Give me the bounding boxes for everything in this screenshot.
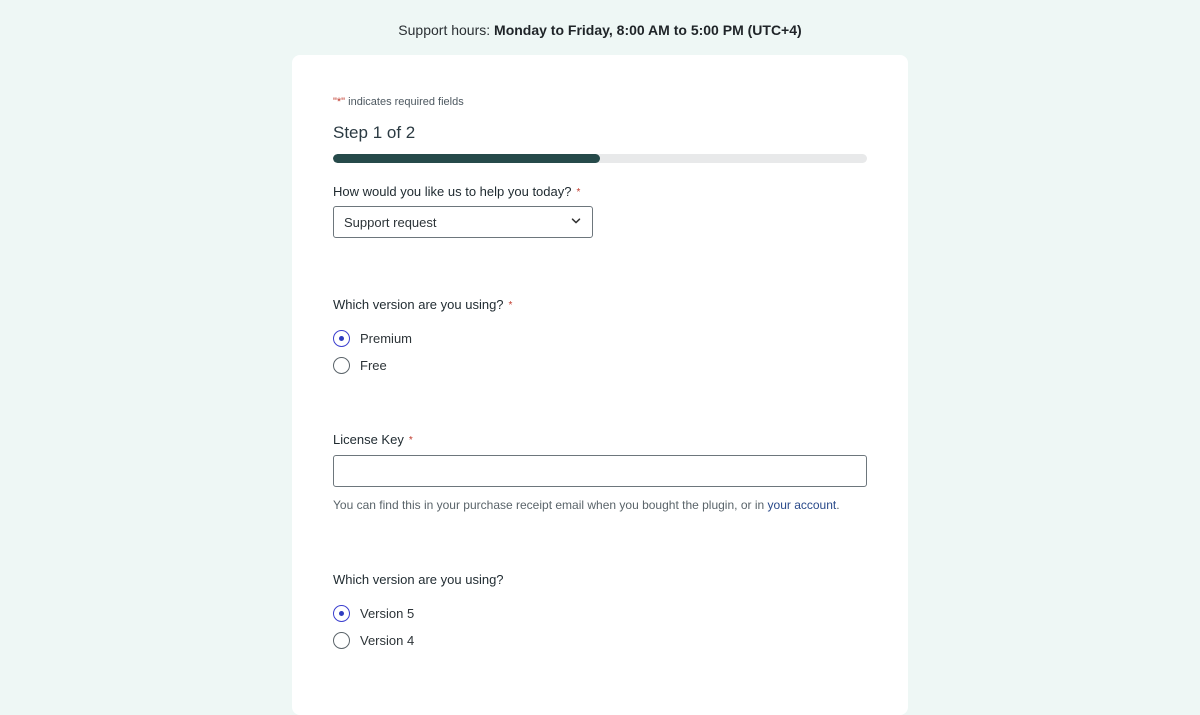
required-fields-note bbox=[333, 96, 464, 108]
progress-bar-fill bbox=[333, 154, 600, 163]
support-hours bbox=[0, 22, 1200, 38]
radio-label: Premium bbox=[360, 330, 413, 346]
radio-label: Version 4 bbox=[360, 632, 415, 648]
radio-button-selected[interactable] bbox=[333, 605, 350, 622]
help-question-label bbox=[333, 184, 580, 199]
license-key-text: License Key bbox=[333, 432, 404, 447]
license-key-help-suffix: . bbox=[836, 498, 840, 512]
radio-label: Free bbox=[360, 357, 387, 373]
required-fields-text: indicates required fields bbox=[348, 96, 464, 108]
license-key-label bbox=[333, 432, 413, 447]
radio-button[interactable] bbox=[333, 357, 350, 374]
help-question-text: How would you like us to help you today? bbox=[333, 184, 572, 199]
radio-option-version-4[interactable] bbox=[333, 631, 414, 649]
your-account-link[interactable]: your account bbox=[767, 498, 837, 512]
support-hours-prefix: Support hours: bbox=[398, 22, 491, 38]
license-key-input[interactable] bbox=[333, 455, 867, 487]
progress-bar bbox=[333, 154, 867, 163]
version-question-text: Which version are you using? bbox=[333, 297, 504, 312]
required-star: * bbox=[508, 300, 513, 311]
major-version-question-text: Which version are you using? bbox=[333, 572, 504, 587]
required-star: * bbox=[408, 435, 413, 446]
radio-option-free[interactable] bbox=[333, 356, 387, 374]
step-indicator: Step 1 of 2 bbox=[333, 123, 416, 142]
radio-button-selected[interactable] bbox=[333, 330, 350, 347]
chevron-down-icon bbox=[570, 215, 582, 227]
support-hours-value: Monday to Friday, 8:00 AM to 5:00 PM (UTC+4) bbox=[494, 22, 802, 38]
radio-label: Version 5 bbox=[360, 605, 415, 621]
license-key-help bbox=[333, 498, 840, 512]
help-type-select[interactable] bbox=[333, 206, 593, 238]
version-question-label bbox=[333, 297, 512, 312]
support-form-card bbox=[292, 55, 908, 715]
radio-option-premium[interactable] bbox=[333, 329, 412, 347]
required-fields-quote: "*" bbox=[333, 96, 346, 108]
radio-option-version-5[interactable] bbox=[333, 604, 414, 622]
required-star: * bbox=[576, 187, 581, 198]
radio-button[interactable] bbox=[333, 632, 350, 649]
major-version-question-label bbox=[333, 572, 504, 587]
help-type-selected-value: Support request bbox=[344, 215, 437, 230]
license-key-help-text: You can find this in your purchase receipt email when you bought the plugin, or in bbox=[333, 498, 765, 512]
